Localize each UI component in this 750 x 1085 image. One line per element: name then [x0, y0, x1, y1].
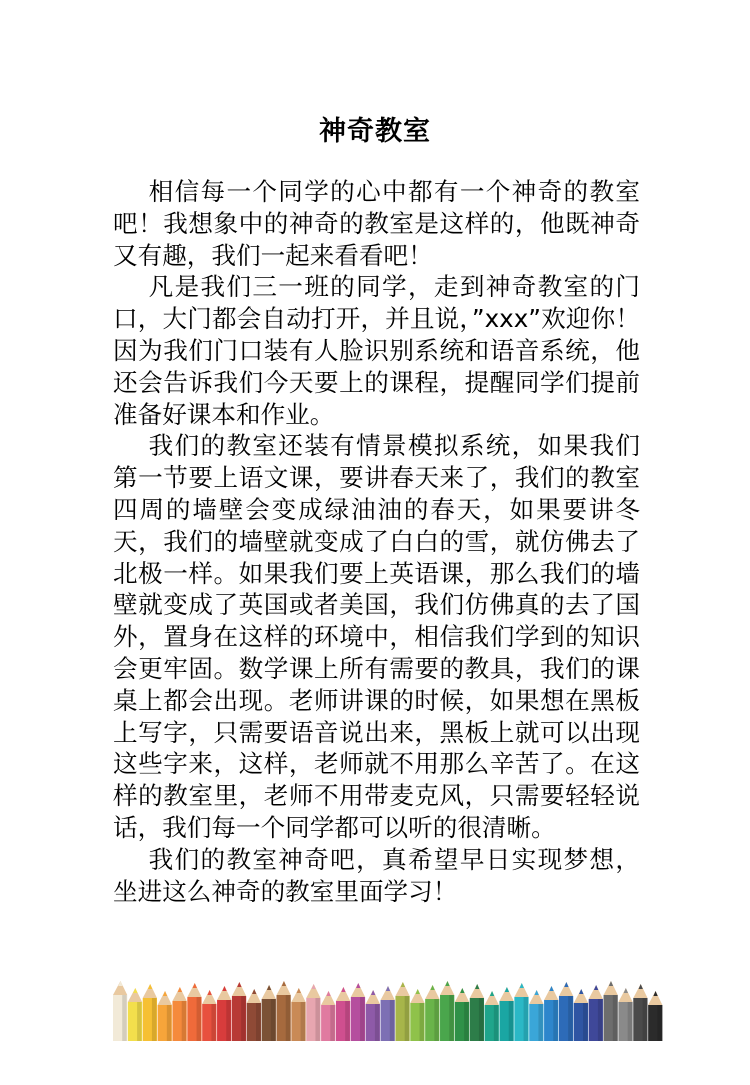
pencil [187, 983, 201, 1041]
pencil [544, 986, 558, 1041]
pencil [589, 985, 603, 1041]
pencil [202, 990, 216, 1041]
pencil [247, 989, 261, 1041]
pencil [143, 984, 157, 1041]
pencil [455, 988, 469, 1041]
pencil [618, 988, 632, 1041]
pencil [470, 984, 484, 1041]
pencil [574, 989, 588, 1041]
pencil [648, 991, 662, 1041]
pencil [262, 985, 276, 1041]
pencil [485, 991, 499, 1041]
pencil [113, 981, 127, 1041]
pencil [232, 982, 246, 1041]
pencil [529, 990, 543, 1041]
colored-pencils-illustration [113, 975, 663, 1041]
document-title: 神奇教室 [319, 116, 431, 147]
pencil [128, 988, 142, 1041]
pencil [277, 981, 291, 1041]
paragraph-2: 凡是我们三一班的同学，走到神奇教室的门口，大门都会自动打开，并且说，”xxx”欢迎你！因为我们门口装有人脸识别系统和语音系统，他还会告诉我们今天要上的课程，提醒同学们提前准备好课本和作业。 [113, 272, 640, 429]
pencil [499, 987, 513, 1041]
pencil [604, 981, 618, 1041]
pencil [425, 985, 439, 1041]
pencil [366, 990, 380, 1041]
pencil [306, 984, 320, 1041]
document-body [113, 176, 640, 907]
pencil [321, 991, 335, 1041]
pencil [336, 987, 350, 1041]
pencil [440, 981, 454, 1041]
pencil [217, 986, 231, 1041]
pencil [514, 983, 528, 1041]
pencil [381, 986, 395, 1041]
paragraph-1: 相信每一个同学的心中都有一个神奇的教室吧！我想象中的神奇的教室是这样的，他既神奇又有趣，我们一起来看看吧！ [113, 177, 640, 270]
paragraph-4: 我们的教室神奇吧，真希望早日实现梦想，坐进这么神奇的教室里面学习！ [113, 844, 640, 906]
pencil [351, 983, 365, 1041]
pencil [172, 987, 186, 1041]
pencil [291, 988, 305, 1041]
pencil [395, 982, 409, 1041]
paragraph-3: 我们的教室还装有情景模拟系统，如果我们第一节要上语文课，要讲春天来了，我们的教室四周的墙壁会变成绿油油的春天，如果要讲冬天，我们的墙壁就变成了白白的雪，就仿佛去了北极一样。如果我们要上英语课，那么我们的墙壁就变成了英国或者美国，我们仿佛真的去了国外，置身在这样的环境中，相信我们学到的知识会更牢固。数学课上所有需要的教具，我们的课桌上都会出现。老师讲课的时候，如果想在黑板上写字，只需要语音说出来，黑板上就可以出现这些字来，这样，老师就不用那么辛苦了。在这样的教室里，老师不用带麦克风，只需要轻轻说话，我们每一个同学都可以听的很清晰。 [113, 431, 640, 842]
pencil [158, 991, 172, 1041]
pencil [410, 989, 424, 1041]
pencil [633, 984, 647, 1041]
pencil [559, 982, 573, 1041]
